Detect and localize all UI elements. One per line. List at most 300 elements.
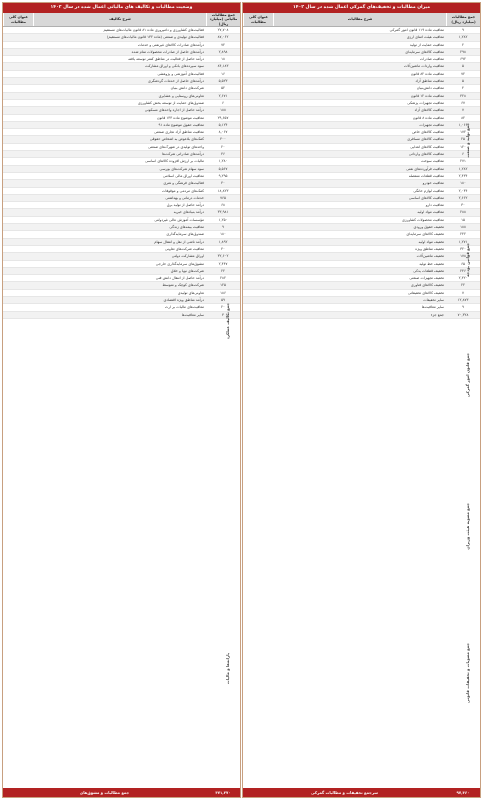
row-type-cell — [3, 122, 33, 128]
right-title: میزان مطالبات و تخفیف‌های گمرکی اعمال شده در سال ۱۴۰۲ — [243, 3, 480, 13]
right-header — [243, 13, 480, 27]
row-type-cell — [3, 42, 33, 48]
row-type-cell — [3, 129, 33, 135]
row-value: ۷ — [462, 290, 464, 295]
row-desc: معافیت کالاهای اهدایی — [410, 144, 444, 149]
row-desc: معافیت تجهیزات پزشکی — [407, 100, 444, 105]
row-value: ۸۴,۱۸۳ — [217, 64, 229, 69]
row-desc: جمع جزء — [430, 312, 444, 317]
left-header-type: عنوان کلی مطالبات — [3, 13, 33, 26]
row-desc: معافیت صادرات — [419, 57, 444, 62]
table-row — [3, 63, 240, 70]
table-row — [243, 93, 480, 100]
row-type-cell — [243, 282, 273, 288]
row-desc: تخفیف مناطق ویژه — [415, 246, 444, 251]
table-row — [3, 304, 240, 311]
row-value: ۲۷,۷۰۸ — [217, 28, 229, 32]
table-row — [3, 136, 240, 143]
row-value: ۱۸۸ — [220, 108, 226, 113]
table-row — [243, 188, 480, 195]
row-type-cell — [243, 202, 273, 208]
row-value: ۸۲ — [461, 115, 465, 120]
row-type-cell — [3, 253, 33, 259]
table-row — [243, 136, 480, 143]
row-desc: معافیت ماده ۱۲ قانون — [410, 93, 444, 98]
row-value: ۲۲ — [461, 283, 465, 288]
row-type-cell — [243, 173, 273, 179]
row-value: ۴۰ — [221, 246, 225, 251]
row-value: ۱۲۰ — [460, 144, 466, 149]
row-type-cell — [3, 34, 33, 40]
row-type-cell — [243, 63, 273, 69]
row-type-cell — [243, 166, 273, 172]
row-desc: درآمدهای صادراتی شرکت‌ها — [162, 152, 204, 157]
row-desc: معافیت ماده ۸ قانون — [412, 115, 444, 120]
row-type-cell — [3, 166, 33, 172]
table-row — [243, 195, 480, 202]
table-row — [3, 173, 240, 180]
row-desc: معافیت محصولات کشاورزی — [401, 217, 444, 222]
row-desc: کمک‌های بلاعوض به اشخاص حقوقی — [149, 137, 204, 142]
row-value: ۷۶۵ — [220, 195, 226, 200]
row-type-cell — [243, 180, 273, 186]
right-footer-label: سرجمع تخفیفات و مطالبات گمرکی — [311, 790, 378, 795]
table-row — [243, 122, 480, 129]
table-row — [3, 253, 240, 260]
row-desc: واحدهای تولیدی در شهرک‌های صنعتی — [148, 144, 204, 149]
row-value: ۱۲,۸۷۳ — [457, 297, 469, 302]
row-value: ۵,۵۶۷ — [218, 166, 228, 171]
row-type-cell — [243, 231, 273, 237]
row-value: ۲۸۸ — [460, 210, 466, 215]
row-desc: فعالیت‌های فرهنگی و هنری — [163, 181, 204, 186]
table-row — [3, 209, 240, 216]
row-value: ۴۰۰ — [220, 137, 226, 142]
row-value: ۹ — [462, 305, 464, 310]
row-type-cell — [3, 275, 33, 281]
left-group-label: یارانه‌ها و مالیات — [225, 653, 230, 685]
row-desc: اوراق مشارکت دولتی — [171, 254, 204, 259]
table-row — [3, 122, 240, 129]
row-type-cell — [243, 239, 273, 245]
row-desc: تخفیف خط تولید — [419, 261, 444, 266]
table-row — [243, 158, 480, 165]
right-header-type: عنوان کلی مطالبات — [243, 13, 273, 26]
table-row — [243, 253, 480, 260]
table-row — [3, 71, 240, 78]
table-row — [243, 27, 480, 34]
row-type-cell — [243, 129, 273, 135]
row-value: ۱۸ — [221, 57, 225, 62]
row-desc: معافیت مناطق آزاد تجاری صنعتی — [154, 130, 204, 135]
row-value: ۲,۴۴۷ — [218, 261, 228, 266]
row-type-cell — [243, 42, 273, 48]
row-desc: درآمد ناشی از نقل و انتقال سهام — [154, 239, 204, 244]
row-desc: تخفیف تجهیزات صنعتی — [409, 276, 444, 281]
table-row — [243, 282, 480, 289]
table-row — [243, 180, 480, 187]
row-type-cell — [3, 297, 33, 303]
row-value: ۳۳,۹۸۱ — [217, 210, 229, 215]
row-value: ۱,۲۸۲ — [458, 166, 468, 171]
row-value: ۶۹۲ — [460, 57, 466, 62]
right-group-label: جمع مصوبات و تخفیفات قانونی — [465, 643, 470, 704]
row-value: ۱,۲۸۰ — [218, 159, 228, 164]
row-desc: معافیت کالاهای اساسی — [408, 195, 444, 200]
row-desc: فعالیت‌های تولیدی و صنعتی (ماده ۱۳۲ قانون مالیات‌های مستقیم) — [106, 35, 204, 40]
row-type-cell — [243, 275, 273, 281]
row-type-cell — [243, 85, 273, 91]
table-row — [3, 224, 240, 231]
row-type-cell — [3, 261, 33, 267]
right-group-label: جمع مصوبه هیئت وزیران — [465, 503, 470, 550]
table-row — [243, 71, 480, 78]
row-desc: معافیت خودرو — [422, 181, 444, 186]
row-desc: معافیت ماده ۸۲ قانون — [410, 71, 444, 76]
table-row — [3, 202, 240, 209]
table-row — [3, 158, 240, 165]
row-desc: مؤسسات آموزش عالی غیردولتی — [154, 217, 204, 222]
row-type-cell — [243, 268, 273, 274]
right-footer-val: ۹۷,۴۶۰ — [456, 790, 470, 795]
table-row — [243, 34, 480, 41]
row-desc: معافیت کالاهای خاص — [412, 130, 444, 135]
row-value: ۲,۶۶۲ — [458, 195, 468, 200]
row-value: ۱۵ — [461, 217, 465, 222]
row-value: ۵,۵۲۳ — [218, 79, 228, 84]
row-value: ۵۲ — [221, 86, 225, 91]
row-type-cell — [243, 261, 273, 267]
row-value: ۱,۰۶۶ — [458, 122, 468, 127]
row-desc: معافیت کالاهای سرمایه‌ای — [405, 49, 444, 54]
table-row — [3, 195, 240, 202]
table-row — [243, 246, 480, 253]
table-row — [3, 282, 240, 289]
row-value: ۱,۲۵۰ — [218, 217, 228, 222]
row-type-cell — [243, 195, 273, 201]
row-desc: معافیت‌های مالیات بر ارث — [164, 305, 204, 310]
row-value: ۳۰ — [461, 203, 465, 208]
table-row — [3, 78, 240, 85]
left-header-val: جمع مطالبات مالیاتی (میلیارد ریال) — [206, 13, 240, 26]
table-row — [3, 166, 240, 173]
table-row — [243, 217, 480, 224]
row-type-cell — [3, 224, 33, 230]
row-desc: سایر تخفیفات — [423, 297, 444, 302]
table-row — [3, 107, 240, 114]
row-desc: معافیت بیمه‌های زندگی — [169, 225, 204, 230]
row-value: ۷ — [462, 108, 464, 113]
row-type-cell — [3, 268, 33, 274]
row-type-cell — [3, 63, 33, 69]
row-desc: شرکت‌های دانش بنیان — [170, 86, 204, 91]
row-value: ۷۰,۳۲۸ — [457, 312, 469, 317]
row-type-cell — [243, 56, 273, 62]
row-type-cell — [243, 188, 273, 194]
table-row — [243, 107, 480, 114]
row-type-cell — [243, 304, 273, 310]
table-row — [243, 49, 480, 56]
row-type-cell — [3, 93, 33, 99]
row-desc: درآمد حاصل از فعالیت در مناطق کمتر توسعه یافته — [128, 57, 204, 62]
row-desc: صندوق‌های حمایت از توسعه بخش کشاورزی — [137, 100, 204, 105]
row-value: ۶ — [222, 100, 224, 105]
row-desc: معافیت واردات ماشین‌آلات — [403, 64, 444, 69]
row-value: ۸۷,۰۶۲ — [217, 35, 229, 40]
table-row — [243, 56, 480, 63]
row-value: ۶۸ — [221, 203, 225, 208]
right-footer — [243, 788, 480, 797]
row-value: ۱۸۰ — [460, 181, 466, 186]
row-type-cell — [243, 151, 273, 157]
table-row — [3, 27, 240, 34]
table-row — [243, 144, 480, 151]
left-footer-label: جمع مطالبات و مشوق‌های — [79, 790, 130, 795]
row-desc: معافیت شرکت‌های تعاونی — [165, 246, 204, 251]
row-value: ۴۰ — [221, 181, 225, 186]
row-type-cell — [243, 49, 273, 55]
row-value: ۱۷۲ — [460, 130, 466, 135]
row-desc: درآمدهای حاصل از صادرات محصولات تمام شده — [131, 49, 204, 54]
table-row — [243, 209, 480, 216]
table-row — [3, 115, 240, 122]
row-desc: معافیت حقوق موضوع ماده ۹۱ — [158, 122, 204, 127]
row-type-cell — [243, 107, 273, 113]
table-row — [3, 217, 240, 224]
row-value: ۲,۴۳۴ — [458, 173, 468, 178]
row-value: ۲۸۲ — [220, 276, 226, 281]
row-desc: شرکت‌های نوپا و خلاق — [170, 268, 204, 273]
table-row — [243, 151, 480, 158]
row-type-cell — [3, 49, 33, 55]
row-value: ۲ — [462, 42, 464, 47]
table-row — [3, 275, 240, 282]
row-desc: معافیت اوراق مالی اسلامی — [163, 173, 204, 178]
row-desc: سود سپرده‌های بانکی و اوراق مشارکت — [145, 64, 204, 69]
row-type-cell — [3, 290, 33, 296]
row-value: ۱۲۵ — [220, 283, 226, 288]
row-type-cell — [243, 144, 273, 150]
table-row — [3, 42, 240, 49]
row-value: ۱۸۰ — [220, 232, 226, 237]
table-row — [3, 312, 240, 319]
row-desc: تخفیف حقوق ورودی — [413, 225, 444, 230]
row-value: ۲۵ — [461, 137, 465, 142]
row-desc: تعاونی‌های تولیدی — [177, 290, 204, 295]
row-value: ۶۵ — [461, 261, 465, 266]
left-header — [3, 13, 240, 27]
row-value: ۲۴۲ — [460, 232, 466, 237]
row-value: ۳ — [222, 312, 224, 317]
row-desc: درآمدهای صادرات کالاهای غیرنفتی و خدمات — [137, 42, 204, 47]
row-type-cell — [3, 304, 33, 310]
table-row — [243, 268, 480, 275]
row-desc: شرکت‌های کوچک و متوسط — [162, 283, 204, 288]
left-group-label: جمع تکالیف عملکرد — [225, 303, 230, 340]
row-value: ۱,۲۷۱ — [458, 239, 468, 244]
row-desc: خدمات درمانی و بهداشتی — [165, 195, 204, 200]
table-row — [243, 173, 480, 180]
left-header-desc: شرح تکالیف — [33, 13, 206, 26]
row-type-cell — [243, 253, 273, 259]
row-desc: معافیت مواد اولیه — [417, 210, 444, 215]
row-desc: درآمد حاصل از تولید برق — [166, 203, 204, 208]
row-desc: تخفیف کالاهای فناوری — [410, 283, 444, 288]
row-desc: درآمدهای حاصل از خدمات گردشگری — [148, 79, 204, 84]
row-value: ۵۹ — [221, 297, 225, 302]
row-type-cell — [243, 115, 273, 121]
left-footer — [3, 788, 240, 797]
row-value: ۴۶ — [221, 152, 225, 157]
row-type-cell — [3, 180, 33, 186]
table-row — [3, 180, 240, 187]
row-desc: معافیت ماده ۱۱۹ قانون امور گمرکی — [389, 28, 444, 32]
right-group-label: جمع قانون امور گمرکی — [465, 353, 470, 398]
row-type-cell — [3, 246, 33, 252]
row-type-cell — [3, 115, 33, 121]
table-row — [3, 268, 240, 275]
row-value: ۲۲ — [221, 268, 225, 273]
row-value: ۷۲ — [461, 71, 465, 76]
table-row — [3, 100, 240, 107]
right-panel — [242, 2, 481, 798]
row-type-cell — [243, 224, 273, 230]
table-row — [243, 100, 480, 107]
row-type-cell — [243, 217, 273, 223]
row-value: ۵,۱۲۴ — [218, 122, 228, 127]
row-desc: معافیت موضوع ماده ۱۳۳ قانون — [156, 115, 204, 120]
row-type-cell — [3, 78, 33, 84]
table-row — [3, 49, 240, 56]
row-desc: کمک‌های مردمی و موقوفات — [162, 188, 204, 193]
row-desc: سایر معافیت‌ها — [421, 305, 444, 310]
table-row — [243, 275, 480, 282]
table-row — [243, 63, 480, 70]
table-row — [243, 261, 480, 268]
row-type-cell — [3, 195, 33, 201]
right-body — [243, 27, 480, 319]
row-type-cell — [3, 312, 33, 318]
row-type-cell — [3, 239, 33, 245]
row-type-cell — [243, 93, 273, 99]
row-desc: معافیت مناطق آزاد — [415, 79, 444, 84]
row-value: ۶ — [462, 152, 464, 157]
table-row — [243, 85, 480, 92]
row-type-cell — [243, 78, 273, 84]
row-value: ۲,۸۹۸ — [218, 49, 228, 54]
row-type-cell — [3, 158, 33, 164]
row-desc: معافیت هیئت امنای ارزی — [406, 35, 444, 40]
row-type-cell — [243, 34, 273, 40]
row-desc: درآمد بنیادهای خیریه — [173, 210, 204, 215]
row-type-cell — [243, 122, 273, 128]
row-desc: معافیت قطعات منفصله — [408, 173, 444, 178]
row-type-cell — [3, 85, 33, 91]
row-type-cell — [243, 209, 273, 215]
right-group-label: جمع قوانین بودجه — [465, 243, 470, 277]
row-type-cell — [3, 136, 33, 142]
row-value: ۲۴۶ — [460, 268, 466, 273]
row-value: ۹ — [222, 225, 224, 230]
row-type-cell — [3, 209, 33, 215]
row-desc: مشوق‌های سرمایه‌گذاری خارجی — [155, 261, 204, 266]
right-header-val: جمع مطالبات (میلیارد ریال) — [446, 13, 480, 26]
row-type-cell — [3, 56, 33, 62]
right-group-label: جمع تولید و صنعت — [465, 123, 470, 158]
row-type-cell — [3, 71, 33, 77]
row-value: ۲۰ — [221, 144, 225, 149]
row-desc: صندوق‌های سرمایه‌گذاری — [166, 232, 204, 237]
row-type-cell — [243, 27, 273, 33]
row-value: ۷۲ — [221, 42, 225, 47]
row-value: ۶۷ — [461, 100, 465, 105]
right-header-desc: شرح مطالبات — [273, 13, 446, 26]
row-type-cell — [3, 27, 33, 33]
row-desc: معافیت سوخت — [421, 159, 444, 164]
table-row — [243, 239, 480, 246]
table-row — [243, 78, 480, 85]
row-value: ۲۹۸ — [460, 49, 466, 54]
row-type-cell — [3, 202, 33, 208]
row-value: ۹ — [462, 28, 464, 32]
row-desc: درآمد حاصل از انتقال دانش فنی — [155, 276, 204, 281]
row-type-cell — [3, 144, 33, 150]
row-value: ۳۲,۶۰۲ — [217, 254, 229, 259]
row-type-cell — [243, 312, 273, 318]
left-panel — [2, 2, 241, 798]
left-body — [3, 27, 240, 319]
row-value: ۲۷۱ — [460, 159, 466, 164]
row-value: ۱۸,۸۲۳ — [217, 188, 229, 193]
table-row — [243, 129, 480, 136]
row-desc: معافیت کالاهای آزاد — [414, 108, 444, 113]
table-row — [243, 166, 480, 173]
row-value: ۲,۳۲۰ — [458, 276, 468, 281]
table-row — [3, 129, 240, 136]
table-row — [3, 34, 240, 41]
left-footer-val: ۴۷۱,۳۷۰ — [215, 790, 231, 795]
row-type-cell — [3, 188, 33, 194]
row-value: ۲,۶۷۱ — [218, 93, 228, 98]
table-row — [243, 224, 480, 231]
row-desc: درآمد مناطق ویژه اقتصادی — [163, 297, 204, 302]
row-desc: معافیت دارو — [425, 203, 444, 208]
table-row — [3, 85, 240, 92]
row-value: ۲۹,۶۵۷ — [217, 115, 229, 120]
row-type-cell — [243, 158, 273, 164]
row-desc: مالیات بر ارزش افزوده کالاهای اساسی — [145, 159, 204, 164]
row-value: ۱۷۸ — [460, 254, 466, 259]
row-type-cell — [243, 290, 273, 296]
table-row — [3, 188, 240, 195]
row-type-cell — [243, 246, 273, 252]
row-value: ۹,۲۹۵ — [218, 173, 228, 178]
table-row — [3, 261, 240, 268]
row-type-cell — [3, 100, 33, 106]
row-value: ۵ — [462, 64, 464, 69]
table-row — [3, 290, 240, 297]
table-row — [3, 151, 240, 158]
row-type-cell — [3, 217, 33, 223]
row-value: ۴۲۸ — [460, 93, 466, 98]
row-value: ۱,۸۹۲ — [218, 239, 228, 244]
row-value: ۱۸۶ — [220, 290, 226, 295]
table-row — [243, 231, 480, 238]
row-desc: تخفیف ماشین‌آلات — [416, 254, 444, 259]
row-value: ۵ — [462, 79, 464, 84]
row-desc: معافیت لوازم خانگی — [413, 188, 444, 193]
table-row — [243, 202, 480, 209]
